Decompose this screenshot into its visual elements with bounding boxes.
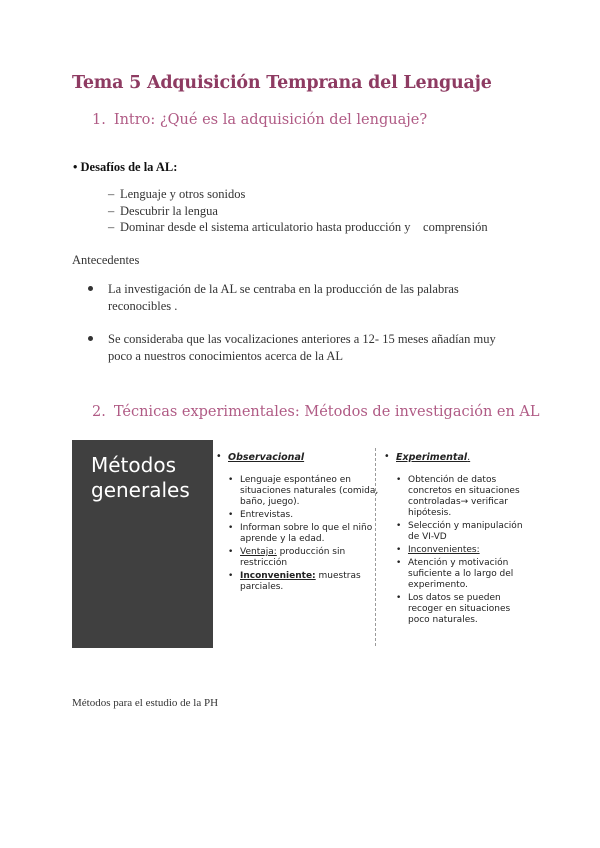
section-1-number: 1. — [92, 112, 106, 128]
list-item: – Lenguaje y otros sonidos — [108, 187, 246, 201]
column-divider — [375, 448, 376, 646]
bullet-dot — [88, 336, 93, 341]
antecedentes-heading: Antecedentes — [72, 253, 140, 267]
list-item: • Selección y manipulación de VI-VD — [396, 521, 534, 543]
list-item: • Los datos se pueden recoger en situaciones poco naturales. — [396, 593, 534, 626]
list-item: • Ventaja: producción sin restricción — [228, 547, 386, 569]
document-title: Tema 5 Adquisición Temprana del Lenguaje — [72, 73, 492, 93]
list-item: • Atención y motivación suficiente a lo largo del experimento. — [396, 558, 534, 591]
slide-caption: Métodos para el estudio de la PH — [72, 697, 219, 709]
slide-title: Métodos generales — [91, 453, 190, 502]
desafios-heading: • Desafíos de la AL: — [73, 160, 178, 174]
list-item: • Lenguaje espontáneo en situaciones naturales (comida, baño, juego). — [228, 475, 386, 508]
bullet-dot — [88, 286, 93, 291]
list-item: • Obtención de datos concretos en situaciones controladas→ verificar hipótesis. — [396, 475, 534, 519]
section-2-heading — [92, 404, 540, 420]
list-item: – Dominar desde el sistema articulatorio hasta producción y comprensión — [108, 220, 488, 234]
observacional-column — [216, 452, 386, 595]
observacional-list — [216, 475, 386, 593]
methods-slide-image — [72, 440, 532, 650]
experimental-list — [384, 475, 534, 626]
desafios-list — [108, 186, 488, 236]
list-item: • Inconveniente: muestras parciales. — [228, 571, 386, 593]
antecedentes-bullet: La investigación de la AL se centraba en la producción de las palabras reconocibles . — [88, 281, 518, 314]
section-2-title: Técnicas experimentales: Métodos de investigación en AL — [113, 404, 540, 420]
section-2-number: 2. — [92, 404, 106, 420]
slide-title-panel — [72, 440, 213, 648]
section-1-title: Intro: ¿Qué es la adquisición del lenguaje? — [113, 112, 428, 128]
experimental-heading: • Experimental. — [384, 452, 534, 463]
experimental-column — [384, 452, 534, 628]
list-item: • Entrevistas. — [228, 510, 386, 521]
antecedentes-bullet: Se consideraba que las vocalizaciones anteriores a 12- 15 meses añadían muy poco a nuestros conocimientos acerca de la AL — [88, 331, 518, 364]
observacional-heading: • Observacional — [216, 452, 386, 463]
list-item: • Informan sobre lo que el niño aprende y la edad. — [228, 523, 386, 545]
section-1-heading — [92, 112, 427, 128]
list-item: • Inconvenientes: — [396, 545, 534, 556]
list-item: – Descubrir la lengua — [108, 203, 218, 218]
